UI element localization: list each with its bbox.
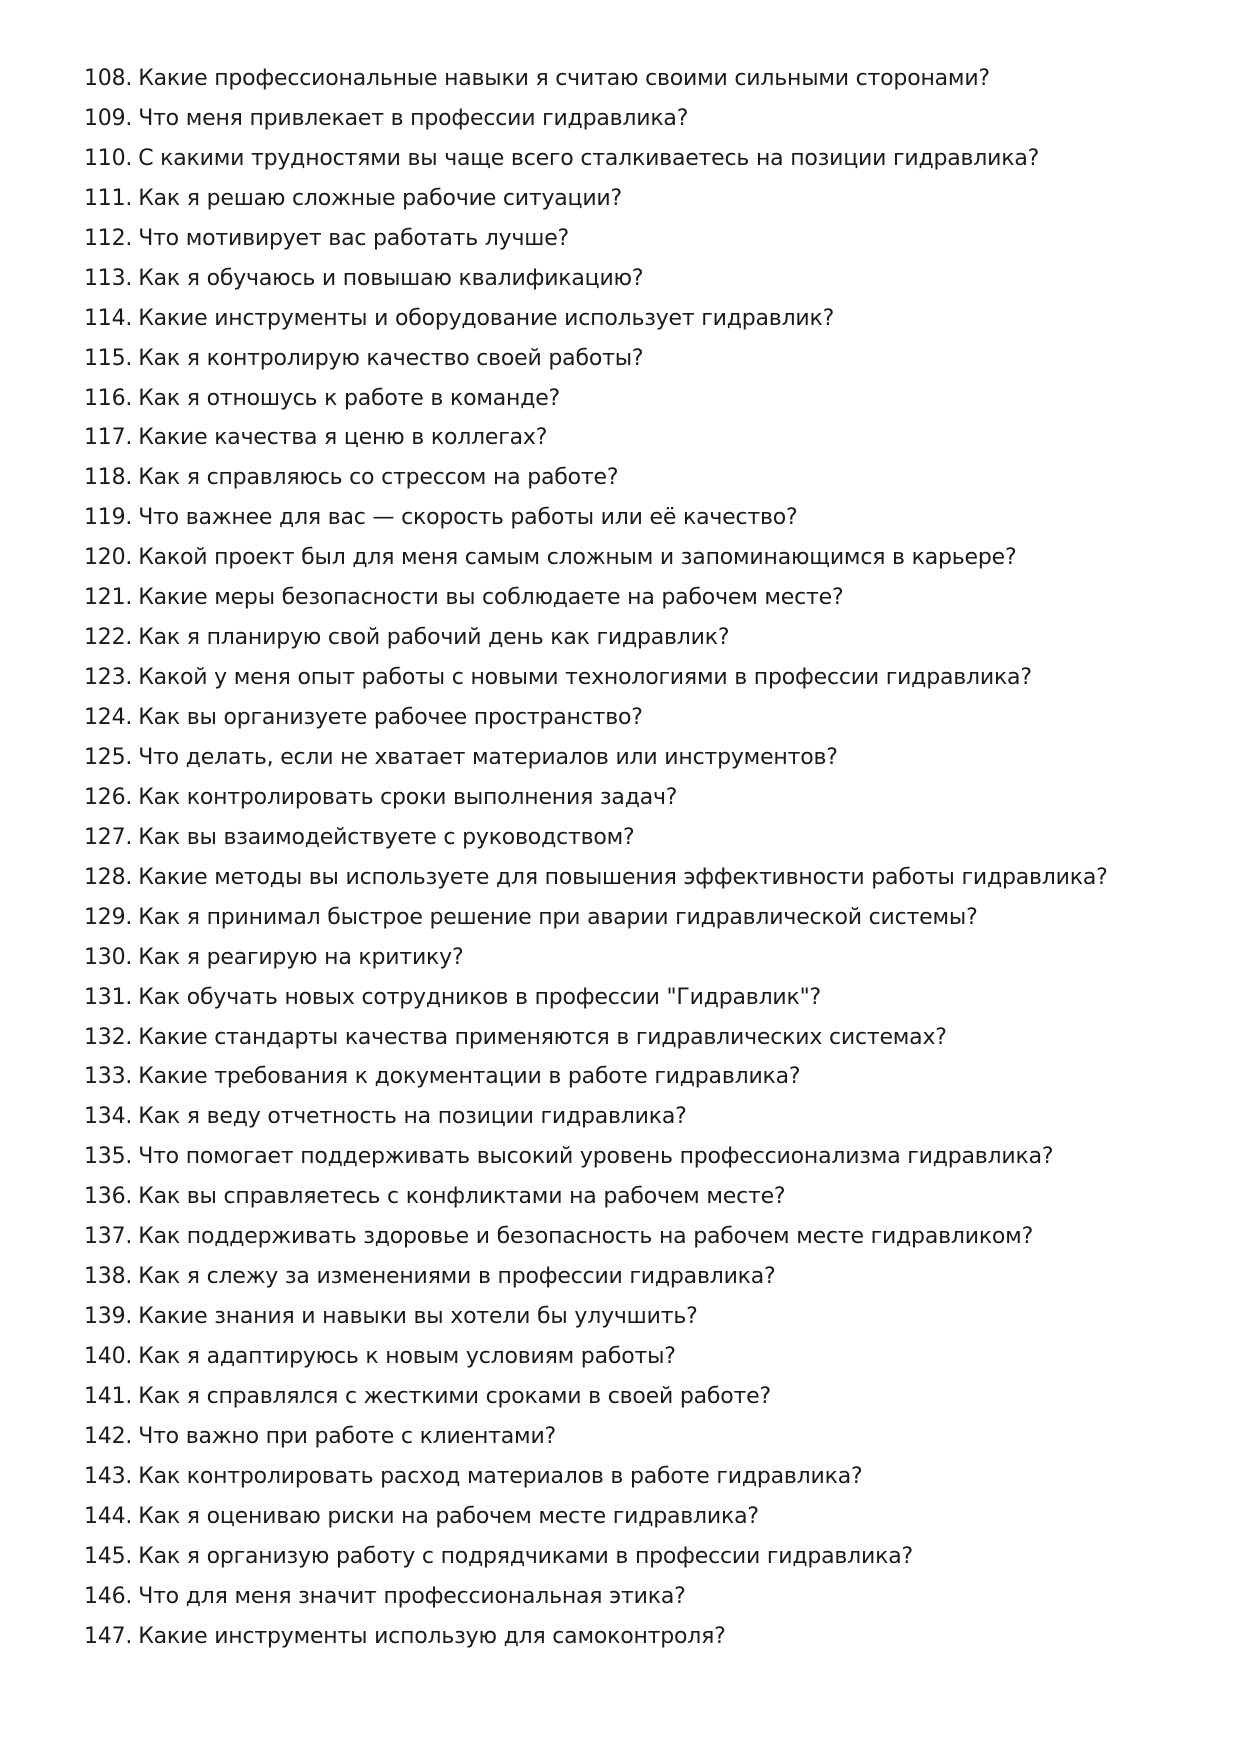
question-text: Как я принимал быстрое решение при аварии гидравлической системы? — [138, 904, 978, 930]
question-text: Какие знания и навыки вы хотели бы улучшить? — [138, 1304, 698, 1330]
question-number: 128. — [84, 864, 133, 890]
question-number: 137. — [84, 1224, 133, 1250]
question-text: Как я справлялся с жесткими сроками в своей работе? — [138, 1383, 771, 1409]
question-item — [84, 818, 1108, 858]
question-item — [84, 1377, 1108, 1417]
question-text: Как я организую работу с подрядчиками в профессии гидравлика? — [138, 1543, 913, 1569]
question-item — [84, 99, 1108, 139]
question-number: 133. — [84, 1064, 133, 1090]
question-text: Какие стандарты качества применяются в гидравлических системах? — [138, 1024, 947, 1050]
question-text: Какие требования к документации в работе гидравлика? — [138, 1064, 801, 1090]
question-text: Какие качества я ценю в коллегах? — [138, 425, 548, 451]
question-text: Как вы взаимодействуете с руководством? — [138, 824, 635, 850]
question-item — [84, 618, 1108, 658]
question-number: 143. — [84, 1463, 133, 1489]
question-text: Какие профессиональные навыки я считаю своими сильными сторонами? — [138, 66, 990, 91]
question-number: 118. — [84, 465, 133, 491]
question-item — [84, 698, 1108, 738]
question-item — [84, 1617, 1108, 1657]
question-number: 126. — [84, 784, 133, 810]
question-item — [84, 1137, 1108, 1177]
question-item — [84, 1217, 1108, 1257]
question-text: Что важно при работе с клиентами? — [138, 1423, 557, 1449]
question-item — [84, 139, 1108, 179]
question-number: 139. — [84, 1304, 133, 1330]
question-number: 112. — [84, 225, 133, 251]
question-item — [84, 59, 1108, 99]
question-number: 127. — [84, 824, 133, 850]
question-item — [84, 1018, 1108, 1058]
question-number: 114. — [84, 305, 133, 331]
question-text: Как я решаю сложные рабочие ситуации? — [138, 185, 622, 211]
question-item — [84, 978, 1108, 1018]
question-number: 131. — [84, 984, 133, 1010]
question-text: Как я планирую свой рабочий день как гидравлик? — [138, 625, 730, 651]
question-number: 124. — [84, 705, 133, 730]
question-item — [84, 1537, 1108, 1577]
question-number: 115. — [84, 345, 133, 371]
question-number: 120. — [84, 545, 133, 571]
question-number: 125. — [84, 744, 133, 770]
question-text: Как я обучаюсь и повышаю квалификацию? — [138, 265, 644, 291]
question-text: Что делать, если не хватает материалов или инструментов? — [138, 744, 838, 770]
question-item — [84, 658, 1108, 698]
question-item — [84, 418, 1108, 458]
question-text: Что помогает поддерживать высокий уровень профессионализма гидравлика? — [138, 1144, 1054, 1170]
question-text: Как вы справляетесь с конфликтами на рабочем месте? — [138, 1184, 786, 1210]
question-item — [84, 219, 1108, 259]
question-item — [84, 379, 1108, 419]
question-number: 123. — [84, 665, 133, 691]
question-item — [84, 1457, 1108, 1497]
question-item — [84, 738, 1108, 778]
question-list — [84, 59, 1108, 1657]
question-number: 136. — [84, 1184, 133, 1210]
question-text: Как я оцениваю риски на рабочем месте гидравлика? — [138, 1503, 759, 1529]
question-text: С какими трудностями вы чаще всего сталкиваетесь на позиции гидравлика? — [138, 145, 1040, 171]
question-item — [84, 299, 1108, 339]
question-item — [84, 578, 1108, 618]
question-number: 130. — [84, 944, 133, 970]
question-text: Какой проект был для меня самым сложным и запоминающимся в карьере? — [138, 545, 1017, 571]
question-number: 146. — [84, 1583, 133, 1609]
question-text: Какие меры безопасности вы соблюдаете на рабочем месте? — [138, 585, 844, 611]
question-item — [84, 1177, 1108, 1217]
question-number: 122. — [84, 625, 133, 651]
question-text: Как я отношусь к работе в команде? — [138, 385, 561, 411]
question-text: Как я слежу за изменениями в профессии гидравлика? — [138, 1264, 776, 1290]
question-text: Какой у меня опыт работы с новыми технологиями в профессии гидравлика? — [138, 665, 1032, 691]
question-text: Как я справляюсь со стрессом на работе? — [138, 465, 619, 491]
question-text: Как обучать новых сотрудников в профессии "Гидравлик"? — [138, 984, 822, 1010]
question-number: 116. — [84, 385, 133, 411]
question-number: 113. — [84, 265, 133, 291]
question-text: Что меня привлекает в профессии гидравлика? — [138, 105, 689, 131]
question-item — [84, 1057, 1108, 1097]
question-item — [84, 339, 1108, 379]
question-number: 110. — [84, 145, 133, 171]
question-number: 142. — [84, 1423, 133, 1449]
question-item — [84, 498, 1108, 538]
question-item — [84, 458, 1108, 498]
question-text: Как контролировать сроки выполнения задач? — [138, 784, 678, 810]
question-number: 109. — [84, 105, 133, 131]
question-text: Какие инструменты использую для самоконтроля? — [138, 1623, 726, 1649]
question-text: Что важнее для вас — скорость работы или её качество? — [138, 505, 798, 531]
question-number: 135. — [84, 1144, 133, 1170]
question-number: 138. — [84, 1264, 133, 1290]
question-text: Что мотивирует вас работать лучше? — [138, 225, 570, 251]
question-text: Какие инструменты и оборудование использует гидравлик? — [138, 305, 835, 331]
question-text: Как я веду отчетность на позиции гидравлика? — [138, 1104, 687, 1130]
question-item — [84, 259, 1108, 299]
question-number: 129. — [84, 904, 133, 930]
question-number: 132. — [84, 1024, 133, 1050]
question-item — [84, 858, 1108, 898]
question-number: 145. — [84, 1543, 133, 1569]
question-number: 134. — [84, 1104, 133, 1130]
question-item — [84, 179, 1108, 219]
question-item — [84, 1337, 1108, 1377]
question-number: 111. — [84, 185, 133, 211]
question-item — [84, 1097, 1108, 1137]
question-text: Как я реагирую на критику? — [138, 944, 464, 970]
question-item — [84, 938, 1108, 978]
question-text: Что для меня значит профессиональная этика? — [138, 1583, 686, 1609]
question-item — [84, 538, 1108, 578]
question-number: 140. — [84, 1344, 133, 1369]
question-text: Как я контролирую качество своей работы? — [138, 345, 644, 371]
question-text: Какие методы вы используете для повышения эффективности работы гидравлика? — [138, 864, 1108, 890]
question-item — [84, 1257, 1108, 1297]
question-item — [84, 1297, 1108, 1337]
question-item — [84, 1497, 1108, 1537]
question-text: Как вы организуете рабочее пространство? — [138, 705, 643, 730]
question-number: 141. — [84, 1383, 133, 1409]
question-number: 117. — [84, 425, 133, 451]
question-item — [84, 1417, 1108, 1457]
question-text: Как поддерживать здоровье и безопасность на рабочем месте гидравликом? — [138, 1224, 1034, 1250]
question-number: 144. — [84, 1503, 133, 1529]
question-item — [84, 898, 1108, 938]
question-item — [84, 778, 1108, 818]
question-number: 121. — [84, 585, 133, 611]
question-number: 147. — [84, 1623, 133, 1649]
question-number: 119. — [84, 505, 133, 531]
question-item — [84, 1577, 1108, 1617]
question-text: Как контролировать расход материалов в работе гидравлика? — [138, 1463, 863, 1489]
question-number: 108. — [84, 66, 133, 91]
question-text: Как я адаптируюсь к новым условиям работы? — [138, 1344, 676, 1369]
